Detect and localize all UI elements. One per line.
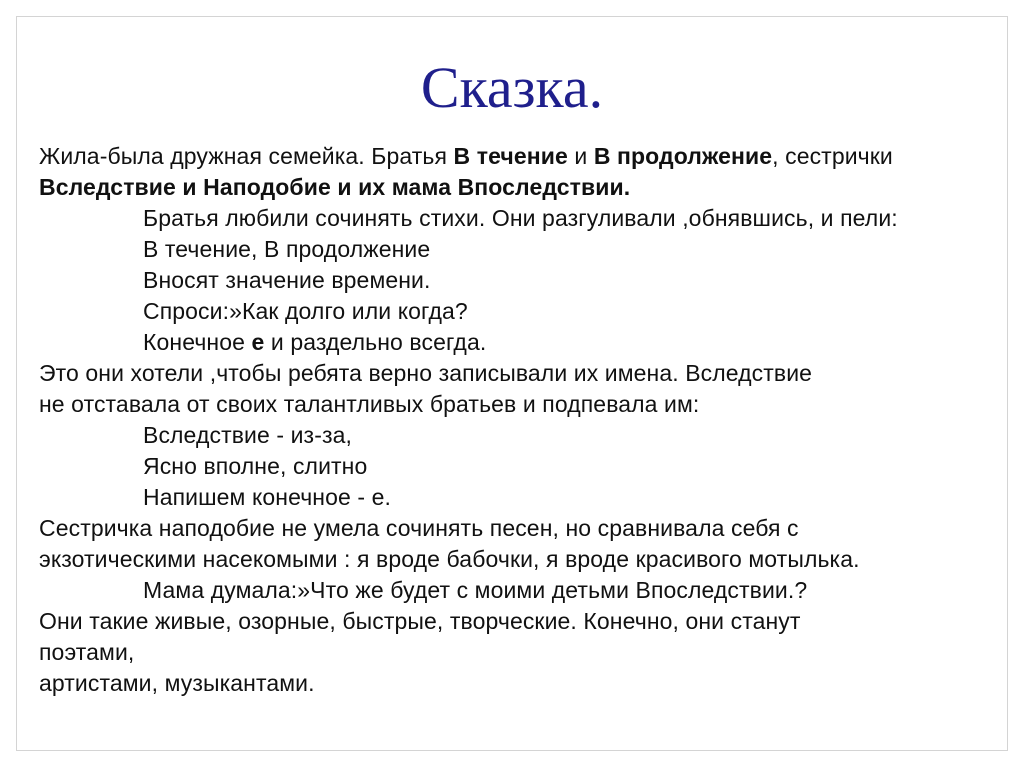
story-line [39,513,989,544]
story-line [39,606,989,637]
text-fragment: Спроси:»Как долго или когда? [143,298,468,324]
story-line [39,420,989,451]
slide [16,16,1008,751]
story-line [39,575,989,606]
story-line [39,637,989,668]
story-line [39,203,989,234]
text-fragment: Это они хотели ,чтобы ребята верно записывали их имена. Вследствие [39,360,813,386]
text-fragment: не отставала от своих талантливых братьев и подпевала им: [39,391,700,417]
text-fragment: Вследствие - из-за, [143,422,352,448]
bold-text-fragment: Вследствие и Наподобие и их мама Впоследствии. [39,174,631,200]
text-fragment: Братья любили сочинять стихи. Они разгуливали ,обнявшись, и пели: [143,205,898,231]
bold-text-fragment: е [251,329,265,355]
text-fragment: Ясно вполне, слитно [143,453,368,479]
text-fragment: и раздельно всегда. [264,329,487,355]
text-fragment: Вносят значение времени. [143,267,431,293]
text-fragment: Мама думала:»Что же будет с моими детьми Впоследствии.? [143,577,808,603]
text-fragment: , сестрички [772,143,893,169]
story-text [39,141,989,699]
story-line [39,265,989,296]
text-fragment: Напишем конечное - е. [143,484,391,510]
text-fragment: и [567,143,594,169]
text-fragment: Жила-была дружная семейка. Братья [39,143,454,169]
story-line [39,172,989,203]
text-fragment: экзотическими насекомыми : я вроде бабочки, я вроде красивого мотылька. [39,546,860,572]
story-line [39,482,989,513]
text-fragment: В течение, В продолжение [143,236,431,262]
story-line [39,296,989,327]
text-fragment: Сестричка наподобие не умела сочинять песен, но сравнивала себя с [39,515,799,541]
slide-title: Сказка. [420,55,604,120]
story-line [39,544,989,575]
story-line [39,141,989,172]
story-line [39,327,989,358]
story-line [39,234,989,265]
story-line [39,668,989,699]
bold-text-fragment: В продолжение [593,143,773,169]
text-fragment: поэтами, [39,639,135,665]
story-line [39,358,989,389]
text-fragment: Они такие живые, озорные, быстрые, творческие. Конечно, они станут [39,608,801,634]
story-line [39,389,989,420]
story-line [39,451,989,482]
text-fragment: артистами, музыкантами. [39,670,315,696]
text-fragment: Конечное [143,329,252,355]
bold-text-fragment: В течение [453,143,568,169]
